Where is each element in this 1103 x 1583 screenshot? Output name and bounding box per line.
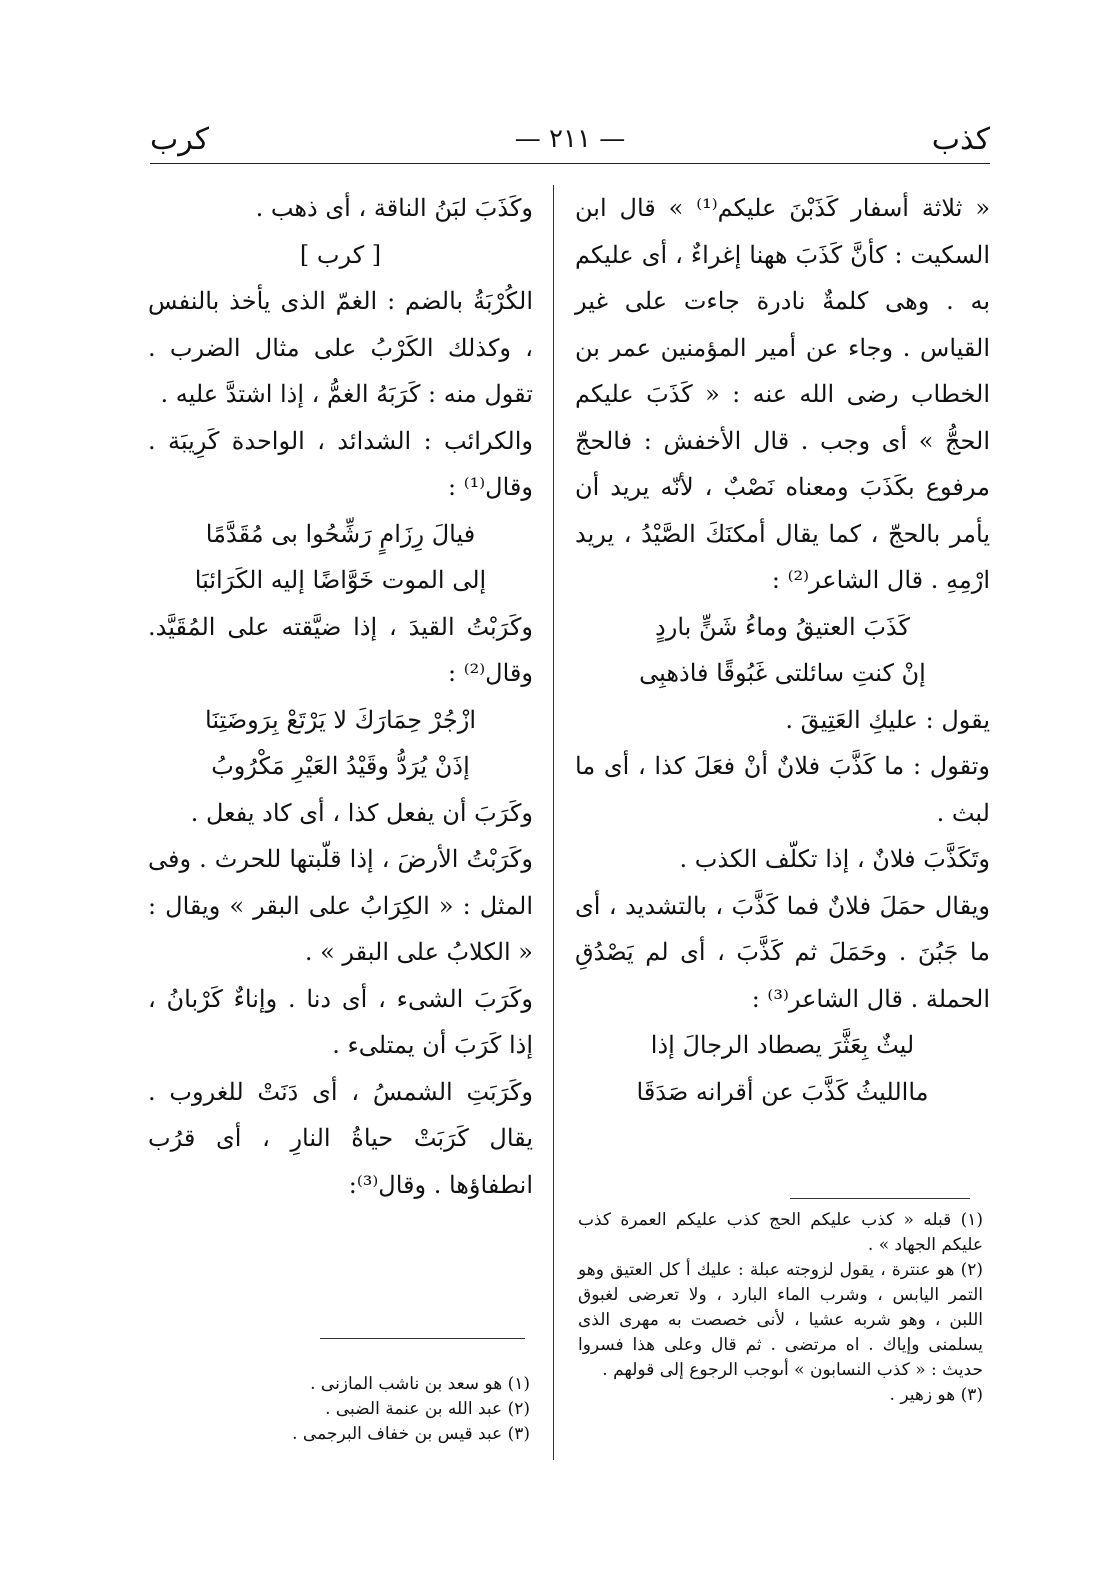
page-number: — ٢١١ — — [514, 124, 626, 154]
paragraph: والكرائب : الشدائد ، الواحدة كَرِيبَة . وقال⁽¹⁾ : — [148, 426, 533, 501]
footnote: (٢) عبد الله بن عنمة الضبى . — [325, 1399, 530, 1419]
header-rule — [150, 163, 990, 164]
column-divider — [553, 185, 554, 1460]
paragraph: الكُرْبَةُ بالضم : الغمّ الذى يأخذ بالنفس ، وكذلك الكَرْبُ على مثال الضرب . تقول منه : كَرَبَهُ الغمُّ ، إذا اشتدَّ عليه . — [148, 287, 533, 408]
right-column — [575, 185, 990, 1115]
footnote-rule-left — [320, 1338, 525, 1339]
footnote: (١) قبله « كذب عليكم الحج كذب عليكم العمرة كذب عليكم الجهاد » . — [578, 1210, 983, 1255]
verse-line: فيالَ رِزَامٍ رَشِّحُوا بى مُقَدَّمًا — [205, 519, 476, 548]
footnote: (٣) عبد قيس بن خفاف البرجمى . — [292, 1424, 530, 1444]
verse-line: إذَنْ يُرَدُّ وقَيْدُ العَيْرِ مَكْرُوبُ — [211, 752, 470, 780]
left-column — [148, 185, 533, 1208]
verse-line: ازْجُرْ حِمَارَكَ لا يَرْتَعْ بِرَوضَتِنَا — [205, 705, 476, 734]
footnote: (٢) هو عنترة ، يقول لزوجته عبلة : عليك أ كل العتيق وهو التمر اليابس ، وشرب الماء البارد ، ولا تعرضى لغبوق اللبن ، وهو شربه عشيا ، لأنى خصصت به مهرى الذى يسلمنى وإياك . اه مرتضى . ثم قال وعلى هذا فسروا حديث : « كذب النسابون » أىوجب الرجوع إلى قولهم . — [578, 1260, 983, 1380]
verse-line: ماالليثُ كَذَّبَ عن أقرانه صَدَقَا — [636, 1077, 929, 1106]
paragraph: وكَرَبَتِ الشمسُ ، أى دَنَتْ للغروب . يقال كَرَبَتْ حياةُ النارِ ، أى قرُب انطفاؤها . وقال⁽³⁾: — [148, 1077, 533, 1199]
paragraph: وكَرَبْتُ القيدَ ، إذا ضيَّقته على المُقَيَّد. وقال⁽²⁾ : — [148, 612, 533, 687]
page-header — [150, 122, 990, 166]
paragraph: « ثلاثة أسفار كَذَبْنَ عليكم⁽¹⁾ » قال ابن السكيت : كأنَّ كَذَبَ ههنا إغراءٌ ، أى عليكم به . وهى كلمةٌ نادرة جاءت على غير القياس . وجاء عن أمير المؤمنين عمر بن الخطاب رضى الله عنه : « كَذَبَ عليكم الحجُّ » أى وجب . قال الأخفش : فالحجّ مرفوع بكَذَبَ ومعناه نَصْبٌ ، لأنّه يريد أن يأمر بالحجّ ، كما يقال أمكنَكَ الصَّيْدُ ، يريد ارْمِهِ . قال الشاعر⁽²⁾ : — [575, 194, 990, 594]
paragraph: يقول : عليكِ العَتِيقَ . — [785, 705, 990, 734]
paragraph: وكَرَبَ الشىء ، أى دنا . وإناءٌ كَرْبانُ ، إذا كَرَبَ أن يمتلىء . — [148, 984, 533, 1059]
paragraph: ويقال حمَلَ فلانٌ فما كَذَّبَ ، بالتشديد ، أى ما جَبُنَ . وحَمَلَ ثم كَذَّبَ ، أى لم يَصْدُقِ الحملة . قال الشاعر⁽³⁾ : — [575, 891, 990, 1013]
headword-left: كرب — [150, 122, 210, 157]
section-title: [ كرب ] — [299, 240, 382, 269]
paragraph: وتَكَذَّبَ فلانٌ ، إذا تكلّف الكذب . — [679, 845, 990, 873]
footnotes-left — [270, 1372, 530, 1447]
verse-line: ليثٌ بِعَثَّرَ يصطاد الرجالَ إذا — [650, 1031, 915, 1059]
verse-line: إنْ كنتِ سائلتى غَبُوقًا فاذهبِى — [639, 659, 926, 687]
headword-right: كذب — [931, 122, 990, 157]
paragraph: وكَرَبْتُ الأرضَ ، إذا قلّبتها للحرث . وفى المثل : « الكِرَابُ على البقر » ويقال : « الكلابُ على البقر » . — [148, 845, 533, 966]
footnote-rule-right — [790, 1198, 970, 1199]
footnote: (٣) هو زهير . — [889, 1385, 983, 1405]
footnote: (١) هو سعد بن ناشب المازنى . — [310, 1374, 530, 1394]
verse-line: إلى الموت خَوَّاضًا إليه الكَرَائبَا — [194, 566, 487, 594]
paragraph: وتقول : ما كَذَّبَ فلانٌ أنْ فعَلَ كذا ، أى ما لبث . — [575, 752, 990, 827]
verse-line: كَذَبَ العتيقُ وماءُ شَنٍّ باردٍ — [655, 612, 910, 641]
paragraph: وكَذَبَ لبَنُ الناقة ، أى ذهب . — [255, 194, 533, 222]
paragraph: وكَرَبَ أن يفعل كذا ، أى كاد يفعل . — [190, 798, 533, 827]
footnotes-right — [578, 1208, 983, 1408]
